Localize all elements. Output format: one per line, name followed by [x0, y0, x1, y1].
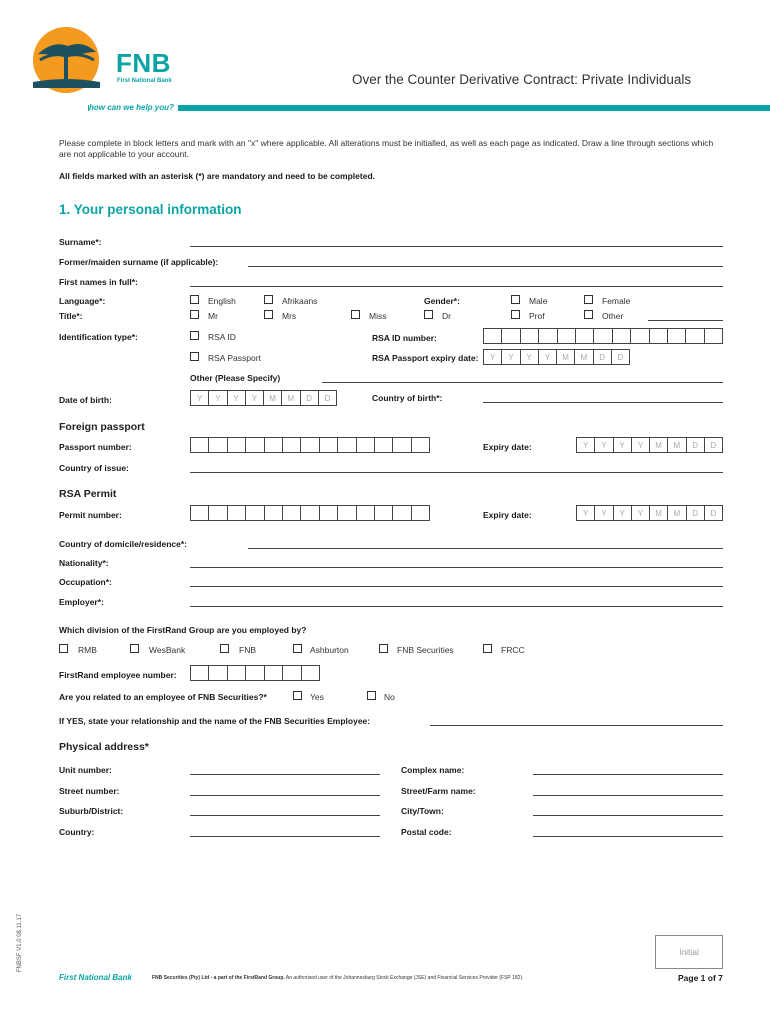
male-option: Male	[529, 296, 548, 306]
english-checkbox[interactable]	[190, 295, 199, 304]
mandatory-note: All fields marked with an asterisk (*) are mandatory and need to be completed.	[59, 171, 376, 181]
ashburton-checkbox[interactable]	[293, 644, 302, 653]
rsa-passport-checkbox[interactable]	[190, 352, 199, 361]
prof-checkbox[interactable]	[511, 310, 520, 319]
rmb-checkbox[interactable]	[59, 644, 68, 653]
permit-number-label: Permit number:	[59, 510, 122, 520]
miss-option: Miss	[369, 311, 387, 321]
if-yes-field[interactable]	[430, 725, 723, 726]
employer-field[interactable]	[190, 606, 723, 607]
no-checkbox[interactable]	[367, 691, 376, 700]
tagline: how can we help you?	[89, 103, 178, 112]
unit-field[interactable]	[190, 774, 380, 775]
footer-legal	[152, 975, 523, 981]
afrikaans-option: Afrikaans	[282, 296, 318, 306]
street-name-label: Street/Farm name:	[401, 786, 476, 796]
section-heading: 1. Your personal information	[59, 202, 242, 217]
id-type-label: Identification type*:	[59, 332, 138, 342]
division-question: Which division of the FirstRand Group are you employed by?	[59, 625, 307, 635]
mr-option: Mr	[208, 311, 218, 321]
female-option: Female	[602, 296, 631, 306]
page-number: Page 1 of 7	[678, 973, 723, 983]
city-field[interactable]	[533, 815, 723, 816]
rmb-option: RMB	[78, 645, 97, 655]
employer-label: Employer*:	[59, 597, 104, 607]
mrs-option: Mrs	[282, 311, 297, 321]
page-title: Over the Counter Derivative Contract: Private Individuals	[352, 72, 692, 87]
dob-boxes[interactable]: Y Y Y Y M M D D	[190, 390, 337, 406]
domicile-label: Country of domicile/residence*:	[59, 539, 187, 549]
dob-label: Date of birth:	[59, 395, 112, 405]
occupation-label: Occupation*:	[59, 577, 112, 587]
rsa-passport-expiry-label: RSA Passport expiry date:	[372, 353, 479, 363]
country-issue-field[interactable]	[190, 472, 723, 473]
country-field[interactable]	[190, 836, 380, 837]
other-option: Other	[602, 311, 624, 321]
employee-number-boxes[interactable]	[190, 665, 320, 681]
logo-subtext: First National Bank	[117, 78, 172, 84]
logo-text: FNB	[116, 48, 171, 78]
mrs-checkbox[interactable]	[264, 310, 273, 319]
passport-number-label: Passport number:	[59, 442, 132, 452]
if-yes-label: If YES, state your relationship and the name of the FNB Securities Employee:	[59, 716, 371, 726]
complex-field[interactable]	[533, 774, 723, 775]
fnb-securities-option: FNB Securities	[397, 645, 454, 655]
street-name-field[interactable]	[533, 795, 723, 796]
fnb-tree-icon	[28, 26, 108, 96]
country-label: Country:	[59, 827, 95, 837]
passport-expiry-label: Expiry date:	[483, 442, 532, 452]
foreign-passport-heading: Foreign passport	[59, 421, 145, 433]
maiden-field[interactable]	[248, 266, 723, 267]
dr-option: Dr	[442, 311, 451, 321]
postal-code-label: Postal code:	[401, 827, 452, 837]
gender-label: Gender*:	[424, 296, 460, 306]
permit-expiry-boxes[interactable]: Y Y Y Y M M D D	[576, 505, 723, 521]
first-names-label: First names in full*:	[59, 277, 138, 287]
cob-label: Country of birth*:	[372, 393, 443, 403]
header-teal-bar	[88, 105, 770, 111]
nationality-label: Nationality*:	[59, 558, 109, 568]
street-number-label: Street number:	[59, 786, 120, 796]
surname-field[interactable]	[190, 246, 723, 247]
footer-legal-bold: FNB Securities (Pty) Ltd - a part of the FirstRand Group.	[152, 975, 285, 981]
rsa-passport-option: RSA Passport	[208, 353, 261, 363]
rsa-id-number-label: RSA ID number:	[372, 333, 437, 343]
yes-checkbox[interactable]	[293, 691, 302, 700]
yes-option: Yes	[310, 692, 324, 702]
country-issue-label: Country of issue:	[59, 463, 129, 473]
rsa-permit-heading: RSA Permit	[59, 488, 117, 500]
rsa-id-checkbox[interactable]	[190, 331, 199, 340]
fnb-option: FNB	[239, 645, 256, 655]
domicile-field[interactable]	[248, 548, 723, 549]
male-checkbox[interactable]	[511, 295, 520, 304]
initial-label: Initial	[679, 947, 699, 957]
other-checkbox[interactable]	[584, 310, 593, 319]
dr-checkbox[interactable]	[424, 310, 433, 319]
english-option: English	[208, 296, 236, 306]
mr-checkbox[interactable]	[190, 310, 199, 319]
suburb-label: Suburb/District:	[59, 806, 124, 816]
street-number-field[interactable]	[190, 795, 380, 796]
intro-text: Please complete in block letters and mark with an "x" where applicable. All alterations must be initialled, as well as each page as indicated. Draw a line through sections which are not applicable to your account.	[59, 138, 714, 159]
frcc-option: FRCC	[501, 645, 525, 655]
language-label: Language*:	[59, 296, 106, 306]
city-label: City/Town:	[401, 806, 444, 816]
wesbank-checkbox[interactable]	[130, 644, 139, 653]
related-question: Are you related to an employee of FNB Securities?*	[59, 692, 267, 702]
permit-number-boxes[interactable]	[190, 505, 430, 521]
title-other-field[interactable]	[648, 320, 723, 321]
postal-code-field[interactable]	[533, 836, 723, 837]
first-names-field[interactable]	[190, 286, 723, 287]
rsa-id-number-boxes[interactable]	[483, 328, 723, 344]
miss-checkbox[interactable]	[351, 310, 360, 319]
employee-number-label: FirstRand employee number:	[59, 670, 177, 680]
passport-number-boxes[interactable]	[190, 437, 430, 453]
other-specify-label: Other (Please Specify)	[190, 373, 281, 383]
other-specify-field[interactable]	[322, 382, 723, 383]
initial-box[interactable]	[655, 935, 723, 969]
fnb-securities-checkbox[interactable]	[379, 644, 388, 653]
rsa-id-option: RSA ID	[208, 332, 236, 342]
rsa-passport-expiry-boxes[interactable]: Y Y Y Y M M D D	[483, 349, 630, 365]
maiden-label: Former/maiden surname (if applicable):	[59, 257, 219, 267]
no-option: No	[384, 692, 395, 702]
side-code: FNBSF V1.0 08.11.17	[17, 913, 23, 973]
physical-address-heading: Physical address*	[59, 741, 149, 753]
footer-brand: First National Bank	[59, 973, 132, 982]
footer-legal-text: An authorised user of the Johannesburg Stock Exchange (JSE) and Financial Services Provider (FSP 182).	[284, 975, 524, 981]
surname-label: Surname*:	[59, 237, 102, 247]
cob-field[interactable]	[483, 402, 723, 403]
prof-option: Prof	[529, 311, 545, 321]
suburb-field[interactable]	[190, 815, 380, 816]
unit-label: Unit number:	[59, 765, 112, 775]
occupation-field[interactable]	[190, 586, 723, 587]
ashburton-option: Ashburton	[310, 645, 349, 655]
female-checkbox[interactable]	[584, 295, 593, 304]
fnb-logo	[28, 26, 188, 96]
passport-expiry-boxes[interactable]: Y Y Y Y M M D D	[576, 437, 723, 453]
title-label: Title*:	[59, 311, 83, 321]
nationality-field[interactable]	[190, 567, 723, 568]
fnb-checkbox[interactable]	[220, 644, 229, 653]
wesbank-option: WesBank	[149, 645, 186, 655]
permit-expiry-label: Expiry date:	[483, 510, 532, 520]
afrikaans-checkbox[interactable]	[264, 295, 273, 304]
complex-label: Complex name:	[401, 765, 465, 775]
frcc-checkbox[interactable]	[483, 644, 492, 653]
